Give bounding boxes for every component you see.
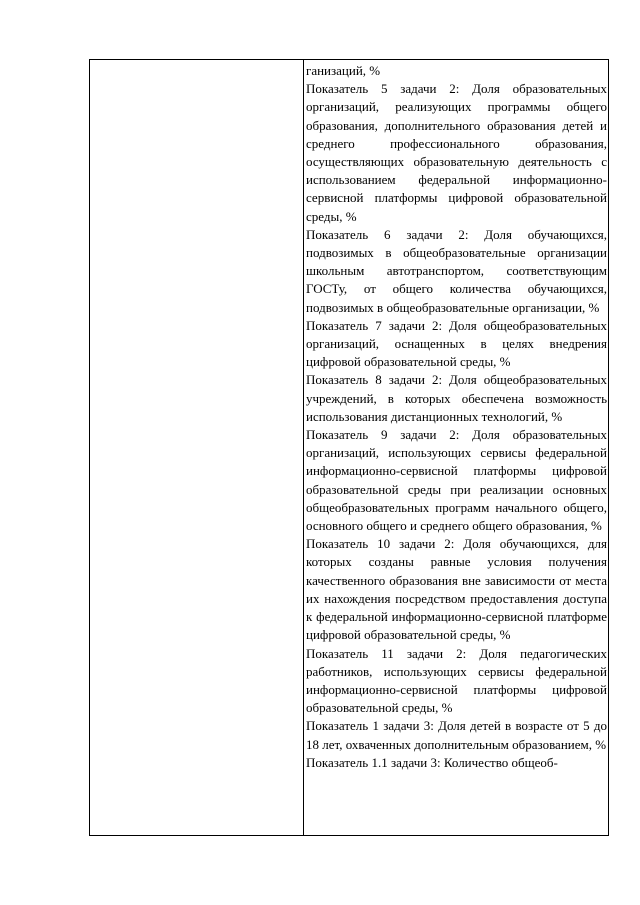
indicator-5-task-2: Показатель 5 задачи 2: Доля образовательных организаций, реализующих программы общего образования, дополнительного образования детей и среднего профессионального образования, осуществляющих образовательную деятельность с использованием федеральной информационно-сервисной платформы цифровой образовательной среды, % (306, 81, 607, 224)
indicator-1-1-task-3: Показатель 1.1 задачи 3: Количество общеоб- (306, 754, 558, 770)
table-right-cell (304, 60, 608, 835)
indicator-1-task-3: Показатель 1 задачи 3: Доля детей в возрасте от 5 до 18 лет, охваченных дополнительным образованием, % (306, 718, 607, 752)
indicator-7-task-2: Показатель 7 задачи 2: Доля общеобразовательных организаций, оснащенных в целях внедрения цифровой образовательной среды, % (306, 317, 607, 370)
indicator-9-task-2: Показатель 9 задачи 2: Доля образовательных организаций, использующих сервисы федеральной информационно-сервисной платформы цифровой образовательной среды при реализации основных общеобразовательных программ начального общего, основного общего и среднего общего образования, % (306, 427, 607, 534)
document-table (89, 59, 609, 836)
indicator-6-task-2: Показатель 6 задачи 2: Доля обучающихся, подвозимых в общеобразовательные организации школьным автотранспортом, соответствующим ГОСТу, от общего количества обучающихся, подвозимых в общеобразовательные организации, % (306, 226, 607, 315)
indicator-11-task-2: Показатель 11 задачи 2: Доля педагогических работников, использующих сервисы федеральной информационно-сервисной платформы цифровой образовательной среды, % (306, 645, 607, 716)
table-left-cell (90, 60, 304, 835)
indicator-text-fragment: ганизаций, % (306, 63, 381, 78)
indicator-10-task-2: Показатель 10 задачи 2: Доля обучающихся, для которых созданы равные условия получения качественного образования вне зависимости от места их нахождения посредством предоставления доступа к федеральной информационно-сервисной платформе цифровой образовательной среды, % (306, 536, 607, 643)
indicator-8-task-2: Показатель 8 задачи 2: Доля общеобразовательных учреждений, в которых обеспечена возможность использования дистанционных технологий, % (306, 372, 607, 424)
